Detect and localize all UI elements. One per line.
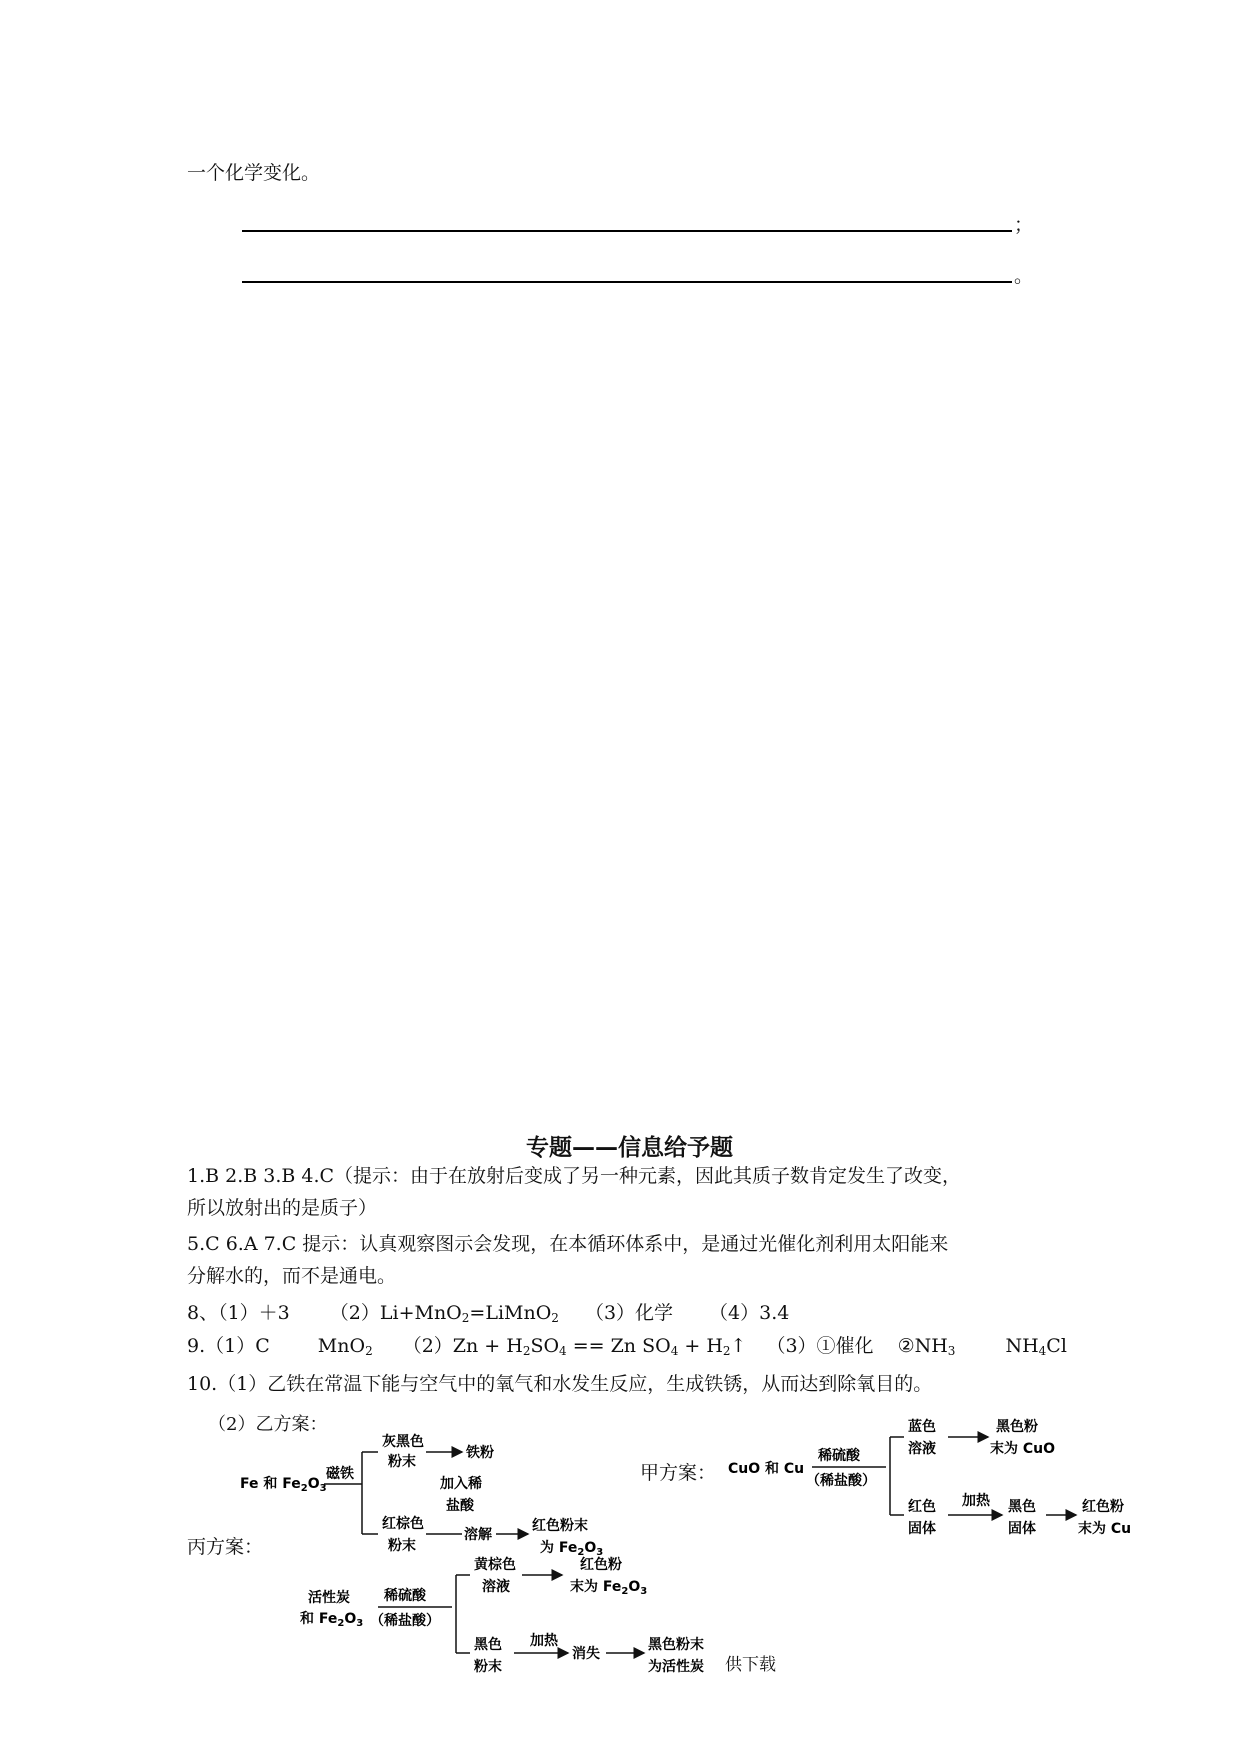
answer-9-label: 9. bbox=[187, 1335, 206, 1357]
jia-bot-a: 红色 bbox=[908, 1499, 936, 1515]
answer-8-label: 8、 bbox=[187, 1302, 219, 1324]
jia-label: 甲方案： bbox=[640, 1462, 717, 1484]
bing-bot-res-a: 黑色粉末 bbox=[648, 1637, 704, 1653]
bing-reagent-b: （稀盐酸） bbox=[370, 1613, 440, 1629]
answer-5-7-line1: 5.C 6.A 7.C 提示：认真观察图示会发现，在本循环体系中，是通过光催化剂利用太阳能来 bbox=[187, 1233, 949, 1255]
part2-text-a: （2）Li+MnO bbox=[329, 1302, 462, 1324]
footer-download-note: 供下载 bbox=[725, 1655, 776, 1675]
bing-start-b: 和 $Fe_2O_3$ bbox=[300, 1611, 364, 1629]
yi-add-acid-a: 加入稀 bbox=[440, 1476, 482, 1492]
formula-text: ②NH bbox=[897, 1335, 948, 1357]
subscript: 2 bbox=[722, 1344, 731, 1358]
yi-top-result: 铁粉 bbox=[466, 1445, 494, 1461]
yi-magnet: 磁铁 bbox=[326, 1466, 354, 1482]
yi-bottom-b: 粉末 bbox=[388, 1538, 416, 1554]
scheme-jia-diagram bbox=[726, 1415, 1156, 1545]
bing-top-a: 黄棕色 bbox=[474, 1557, 516, 1573]
answer-10-part1: 10.（1）乙铁在常温下能与空气中的氧气和水发生反应，生成铁锈，从而达到除氧目的。 bbox=[187, 1373, 933, 1395]
part2-text-b: =LiMnO bbox=[469, 1302, 552, 1324]
jia-bot-res-b: 末为 Cu bbox=[1078, 1521, 1132, 1537]
answer-9-part3 bbox=[766, 1335, 1066, 1357]
jia-bot-mid-b: 固体 bbox=[1008, 1521, 1036, 1537]
answer-9-part1b bbox=[318, 1335, 373, 1357]
answer-5-7-line2: 分解水的，而不是通电。 bbox=[187, 1265, 397, 1287]
answer-8-part2 bbox=[330, 1302, 559, 1324]
yi-top-b: 粉末 bbox=[388, 1454, 416, 1470]
bing-top-res-a: 红色粉 bbox=[580, 1557, 622, 1573]
answer-10-part2-label: （2）乙方案： bbox=[208, 1414, 328, 1435]
bing-reagent-a: 稀硫酸 bbox=[384, 1588, 426, 1604]
yi-start: Fe 和 $Fe_2O_3$ bbox=[240, 1476, 327, 1494]
jia-reagent-b: （稀盐酸） bbox=[806, 1473, 876, 1489]
yi-dissolve: 溶解 bbox=[464, 1527, 492, 1543]
jia-bot-b: 固体 bbox=[908, 1521, 936, 1537]
formula-text: （2）Zn + H bbox=[402, 1335, 523, 1357]
section-title: 专题——信息给予题 bbox=[526, 1135, 733, 1161]
formula-text: （3）①催化 bbox=[766, 1335, 874, 1357]
answer-1-4-line2: 所以放射出的是质子） bbox=[187, 1197, 378, 1219]
yi-result-b: 为 $Fe_2O_3$ bbox=[540, 1540, 604, 1558]
bing-top-res-b: 末为 $Fe_2O_3$ bbox=[570, 1579, 648, 1597]
jia-top-res-b: 末为 CuO bbox=[990, 1441, 1056, 1457]
formula-text: Cl bbox=[1046, 1335, 1067, 1357]
answer-9-part1: （1）C bbox=[205, 1335, 270, 1357]
bing-start-a: 活性炭 bbox=[308, 1590, 350, 1606]
subscript: 2 bbox=[461, 1311, 470, 1325]
formula-text: MnO bbox=[317, 1335, 366, 1357]
bing-bot-res-b: 为活性炭 bbox=[648, 1659, 704, 1675]
formula-text: == Zn SO bbox=[566, 1335, 671, 1357]
yi-add-acid-b: 盐酸 bbox=[446, 1498, 474, 1514]
jia-bot-mid-a: 黑色 bbox=[1008, 1499, 1036, 1515]
gas-arrow: ↑ bbox=[730, 1335, 747, 1357]
answer-8-part1: （1）＋3 bbox=[218, 1302, 290, 1324]
answer-8 bbox=[187, 1300, 789, 1326]
bing-heat: 加热 bbox=[530, 1633, 558, 1649]
jia-top-res-a: 黑色粉 bbox=[996, 1419, 1038, 1435]
bing-label: 丙方案： bbox=[187, 1536, 264, 1558]
jia-top-b: 溶液 bbox=[908, 1441, 936, 1457]
answer-8-part4: （4）3.4 bbox=[709, 1302, 790, 1324]
subscript: 2 bbox=[551, 1311, 559, 1325]
subscript: 3 bbox=[947, 1344, 956, 1358]
answer-8-part3: （3）化学 bbox=[584, 1302, 674, 1324]
yi-result-a: 红色粉末 bbox=[532, 1518, 588, 1534]
subscript: 4 bbox=[670, 1344, 679, 1358]
subscript: 4 bbox=[559, 1344, 567, 1358]
bing-vanish: 消失 bbox=[572, 1646, 600, 1662]
answer-9 bbox=[187, 1333, 1067, 1359]
jia-start: CuO 和 Cu bbox=[728, 1461, 805, 1477]
jia-top-a: 蓝色 bbox=[908, 1419, 936, 1435]
jia-bot-res-a: 红色粉 bbox=[1082, 1499, 1124, 1515]
yi-top-a: 灰黑色 bbox=[382, 1434, 424, 1450]
answer-blank-2 bbox=[242, 281, 1012, 283]
subscript: 2 bbox=[365, 1344, 373, 1358]
yi-bottom-a: 红棕色 bbox=[382, 1516, 424, 1532]
formula-text: NH bbox=[1005, 1335, 1039, 1357]
formula-text: + H bbox=[678, 1335, 723, 1357]
jia-reagent-a: 稀硫酸 bbox=[818, 1448, 860, 1464]
bing-bot-a: 黑色 bbox=[474, 1637, 502, 1653]
subscript: 2 bbox=[522, 1344, 531, 1358]
scheme-bing-diagram bbox=[296, 1545, 796, 1680]
blank-1-punct: ； bbox=[1014, 214, 1034, 236]
intro-line: 一个化学变化。 bbox=[187, 162, 321, 184]
answer-9-part2 bbox=[403, 1335, 747, 1357]
answer-blank-1 bbox=[242, 230, 1012, 232]
blank-2-punct: 。 bbox=[1014, 265, 1034, 287]
bing-top-b: 溶液 bbox=[482, 1579, 510, 1595]
subscript: 4 bbox=[1038, 1344, 1047, 1358]
bing-bot-b: 粉末 bbox=[474, 1659, 502, 1675]
jia-heat: 加热 bbox=[962, 1493, 990, 1509]
answer-1-4-line1: 1.B 2.B 3.B 4.C（提示：由于在放射后变成了另一种元素，因此其质子数肯定发生了改变， bbox=[187, 1165, 962, 1187]
formula-text: SO bbox=[530, 1335, 560, 1357]
